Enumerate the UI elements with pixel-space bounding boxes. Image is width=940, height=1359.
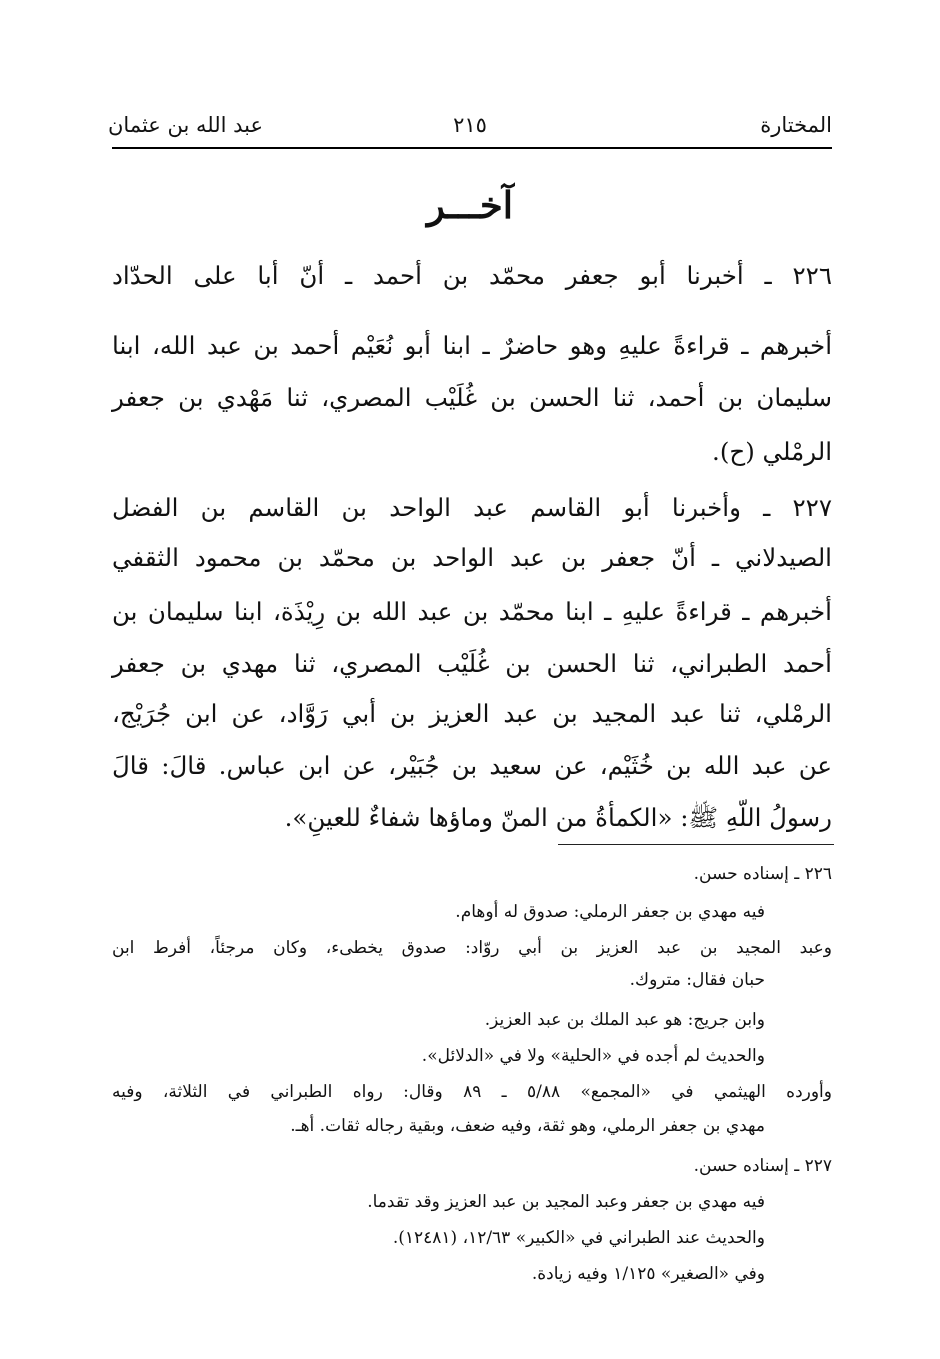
footnote-rule <box>558 844 834 845</box>
body-line: ٢٢٧ ـ وأخبرنا أبو القاسم عبد الواحد بن القاسم بن الفضل <box>112 493 832 522</box>
footnote-line: وابن جريج: هو عبد الملك بن عبد العزيز. <box>484 1010 765 1030</box>
body-line: الرمْلي (ح). <box>712 437 832 466</box>
header-rule <box>112 147 832 149</box>
footnote-line: فيه مهدي بن جعفر وعبد المجيد بن عبد العزيز وقد تقدما. <box>367 1192 765 1212</box>
body-line: عن عبد الله بن خُثَيْم، عن سعيد بن جُبَيْر، عن ابن عباس. قالَ: قالَ <box>112 751 832 780</box>
footnote-line: والحديث لم أجده في «الحلية» ولا في «الدلائل». <box>421 1046 765 1066</box>
header-page-number: ٢١٥ <box>453 113 487 137</box>
body-line: الصيدلاني ـ أنّ جعفر بن عبد الواحد بن محمّد بن محمود الثقفي <box>112 543 832 572</box>
footnote-line: والحديث عند الطبراني في «الكبير» ١٢/٦٣، (١٢٤٨١). <box>392 1228 765 1248</box>
body-line: رسولُ اللّهِ ﷺ: «الكمأةُ من المنّ وماؤها شفاءٌ للعينِ». <box>284 803 832 832</box>
footnote-line: فيه مهدي بن جعفر الرملي: صدوق له أوهام. <box>455 902 765 922</box>
body-line: أخبرهم ـ قراءةً عليهِ وهو حاضرٌ ـ ابنا أبو نُعَيْم أحمد بن عبد الله، ابنا <box>112 331 832 360</box>
body-line: الرمْلي، ثنا عبد المجيد بن عبد العزيز بن أبي رَوَّاد، عن ابن جُرَيْج، <box>112 699 832 728</box>
footnote-226-heading: ٢٢٦ ـ إسناده حسن. <box>693 864 832 884</box>
header-running-head: عبد الله بن عثمان <box>108 113 264 137</box>
footnote-line: مهدي بن جعفر الرملي، وهو ثقة، وفيه ضعف، وبقية رجاله ثقات. أهـ. <box>290 1116 765 1136</box>
section-title: آخـــر <box>426 183 514 227</box>
header-book-title: المختارة <box>760 113 832 137</box>
footnote-line: وأورده الهيثمي في «المجمع» ٥/٨٨ ـ ٨٩ وقال: رواه الطبراني في الثلاثة، وفيه <box>112 1082 832 1102</box>
body-line: أحمد الطبراني، ثنا الحسن بن غُلَيْب المصري، ثنا مهدي بن جعفر <box>112 649 832 678</box>
body-line: أخبرهم ـ قراءةً عليهِ ـ ابنا محمّد بن عبد الله بن رِيْذَة، ابنا سليمان بن <box>112 597 832 626</box>
footnote-line: وفي «الصغير» ١/١٢٥ وفيه زيادة. <box>531 1264 765 1284</box>
body-line: سليمان بن أحمد، ثنا الحسن بن غُلَيْب المصري، ثنا مَهْدي بن جعفر <box>112 383 832 412</box>
body-line: ٢٢٦ ـ أخبرنا أبو جعفر محمّد بن أحمد ـ أنّ أبا على الحدّاد <box>112 261 832 290</box>
footnote-line: حبان فقال: متروك. <box>629 970 765 990</box>
footnote-line: وعبد المجيد بن عبد العزيز بن أبي روّاد: صدوق يخطىء، وكان مرجئاً، أفرط ابن <box>112 938 832 958</box>
footnote-227-heading: ٢٢٧ ـ إسناده حسن. <box>693 1156 832 1176</box>
